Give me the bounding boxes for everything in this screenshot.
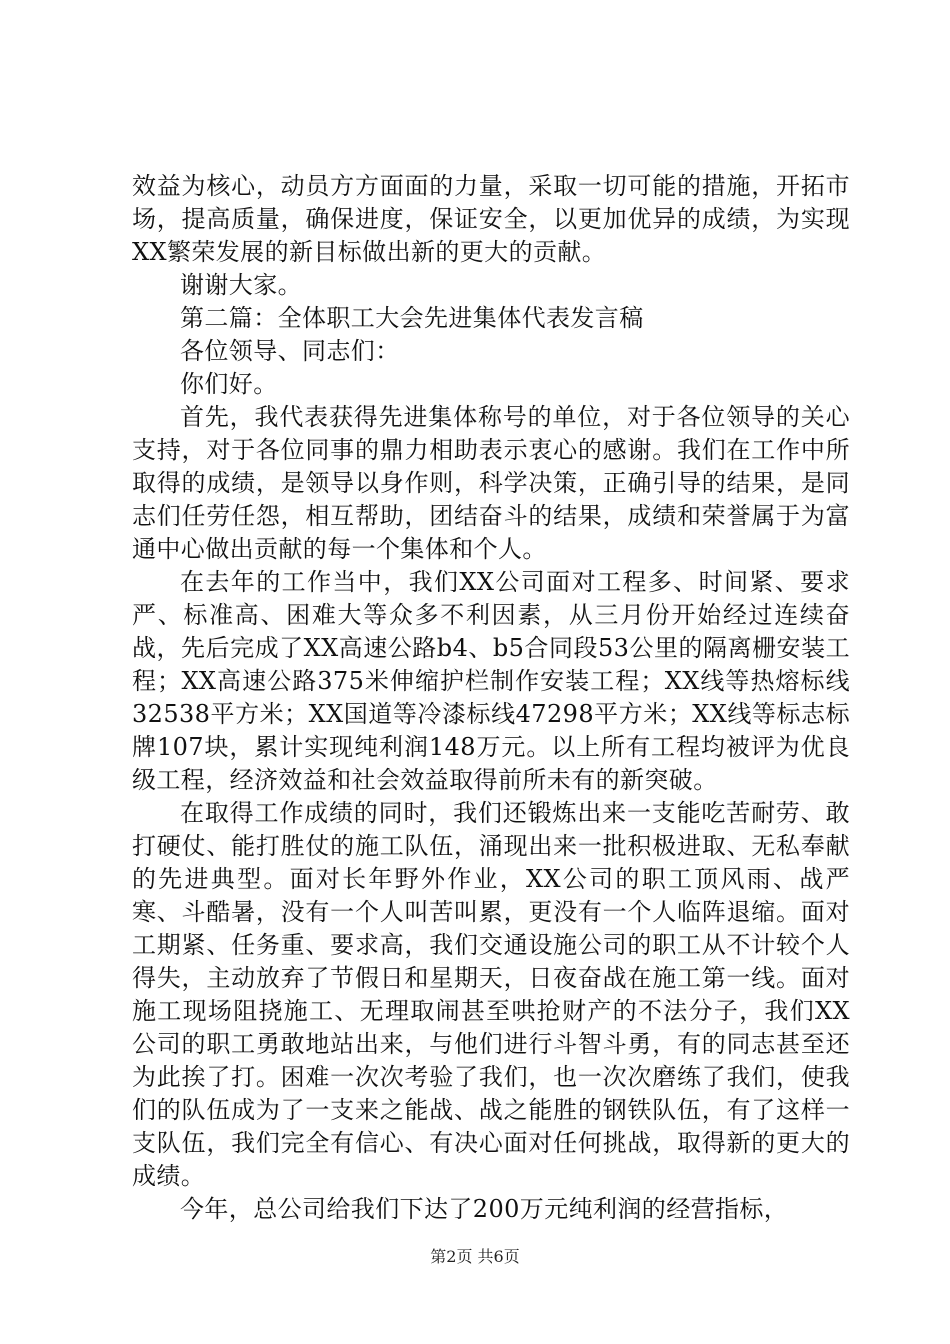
paragraph: 效益为核心，动员方方面面的力量，采取一切可能的措施，开拓市场，提高质量，确保进度，保证安全，以更加优异的成绩，为实现XX繁荣发展的新目标做出新的更大的贡献。 bbox=[132, 172, 850, 266]
section-heading: 第二篇：全体职工大会先进集体代表发言稿 bbox=[180, 304, 644, 332]
page-number-footer: 第2页 共6页 bbox=[430, 1247, 520, 1266]
paragraph: 今年，总公司给我们下达了200万元纯利润的经营指标， bbox=[180, 1195, 789, 1223]
paragraph: 首先，我代表获得先进集体称号的单位，对于各位领导的关心支持，对于各位同事的鼎力相助表示衷心的感谢。我们在工作中所取得的成绩，是领导以身作则，科学决策，正确引导的结果，是同志们任劳任怨，相互帮助，团结奋斗的结果，成绩和荣誉属于为富通中心做出贡献的每一个集体和个人。 bbox=[132, 403, 850, 563]
paragraph: 在去年的工作当中，我们XX公司面对工程多、时间紧、要求严、标准高、困难大等众多不利因素，从三月份开始经过连续奋战，先后完成了XX高速公路b4、b5合同段53公里的隔离栅安装工程；XX高速公路375米伸缩护栏制作安装工程；XX线等热熔标线32538平方米；XX国道等冷漆标线47298平方米；XX线等标志标牌107块，累计实现纯利润148万元。以上所有工程均被评为优良级工程，经济效益和社会效益取得前所未有的新突破。 bbox=[132, 568, 850, 794]
greeting: 你们好。 bbox=[180, 370, 278, 398]
paragraph: 在取得工作成绩的同时，我们还锻炼出来一支能吃苦耐劳、敢打硬仗、能打胜仗的施工队伍，涌现出来一批积极进取、无私奉献的先进典型。面对长年野外作业，XX公司的职工顶风雨、战严寒、斗酷暑，没有一个人叫苦叫累，更没有一个人临阵退缩。面对工期紧、任务重、要求高，我们交通设施公司的职工从不计较个人得失，主动放弃了节假日和星期天，日夜奋战在施工第一线。面对施工现场阻挠施工、无理取闹甚至哄抢财产的不法分子，我们XX公司的职工勇敢地站出来，与他们进行斗智斗勇，有的同志甚至还为此挨了打。困难一次次考验了我们，也一次次磨练了我们，使我们的队伍成为了一支来之能战、战之能胜的钢铁队伍，有了这样一支队伍，我们完全有信心、有决心面对任何挑战，取得新的更大的成绩。 bbox=[132, 799, 850, 1190]
paragraph: 谢谢大家。 bbox=[180, 271, 302, 299]
document-body bbox=[132, 170, 850, 1226]
salutation: 各位领导、同志们： bbox=[180, 337, 400, 365]
